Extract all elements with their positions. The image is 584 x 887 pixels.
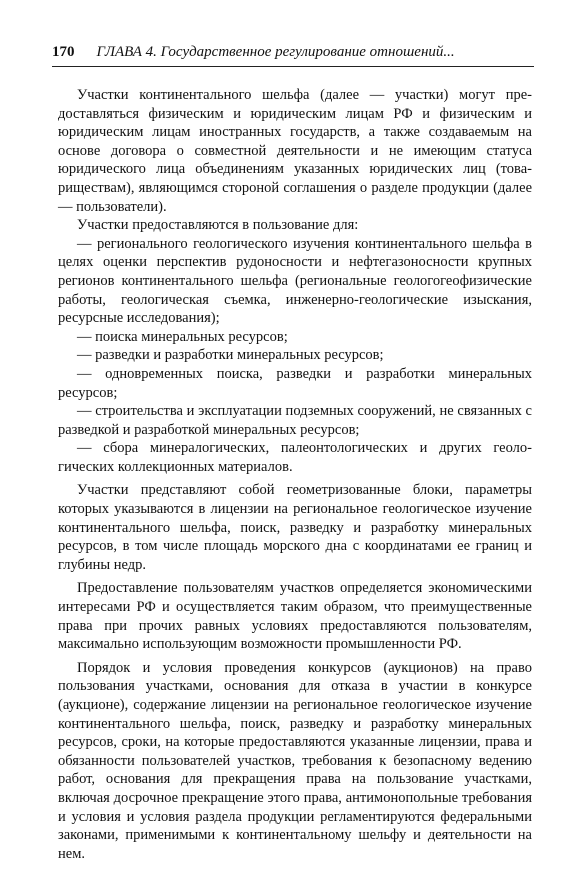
running-header	[52, 43, 532, 61]
paragraph-blocks: Участки представляют собой геометризованные блоки, параметры которых указываются в лицензии на региональное геологическое изучение континентального шельфа, поиск, разведку и разработку минеральных ресурсов, в том числе площадь морского дна с координатами ее границ и глубины недр.	[58, 482, 532, 573]
paragraph-procedure: Порядок и условия проведения конкурсов (аукционов) на право пользования участками, основания для отказа в участии в конкурсе (аукционе), содержание лицензии на региональное геологическое изучение континентального шельфа, поиск, разведку и разработку минеральных ресурсов, сроки, на которые предоставляются указанные лицензии, права и обязанности пользователей участков, требования к безопасному ведению работ, основания для прекращения права на пользование участками, включая досрочное прекращение этого права, антимонопольные требования и условия и условия раздела продукции регламентируются федеральными законами, применимыми к континентальному шельфу и деятельности на нем.	[58, 659, 532, 862]
header-rule	[52, 66, 534, 67]
page-number: 170	[52, 44, 75, 60]
paragraph-intro: Участки континентального шельфа (далее — участки) могут предоставляться физическим и юридическим лицам РФ и физическим и юридическим лицам иностранных государств, а также создаваемым на основе договора о совместной деятельности и не имеющим статуса юридического лица объединениям указанных юридических лиц (товариществам), являющимся стороной соглашения о разделе продукции (далее — пользователи).	[58, 87, 532, 215]
list-item-exploration: — разведки и разработки минеральных ресурсов;	[77, 347, 384, 364]
list-item-search: — поиска минеральных ресурсов;	[77, 328, 288, 345]
paragraph-purposes-lead: Участки предоставляются в пользование для:	[77, 217, 359, 234]
list-item-simultaneous: — одновременных поиска, разведки и разработки минеральных ресурсов;	[58, 365, 532, 401]
list-item-construction: — строительства и эксплуатации подземных сооружений, не связанных с разведкой и разработкой минеральных ресурсов;	[58, 403, 532, 438]
list-item-collection: — сбора минералогических, палеонтологических и других геологических коллекционных материалов.	[58, 440, 532, 475]
running-title: ГЛАВА 4. Государственное регулирование отношений...	[96, 44, 455, 60]
body-text	[58, 86, 532, 863]
list-item-regional-study: — регионального геологического изучения континентального шельфа в целях оценки перспектив рудоносности и нефтегазоносности крупных регионов континентального шельфа (региональные геологогеофизические работы, геологическая съемка, инженерно-геологические изыскания, ресурсные исследования);	[58, 235, 532, 327]
paragraph-provision: Предоставление пользователям участков определяется экономическими интересами РФ и осуществляется таким образом, что преимущественные права при прочих равных условиях предоставляются пользователям, максимально использующим возможности промышленности РФ.	[58, 580, 532, 653]
